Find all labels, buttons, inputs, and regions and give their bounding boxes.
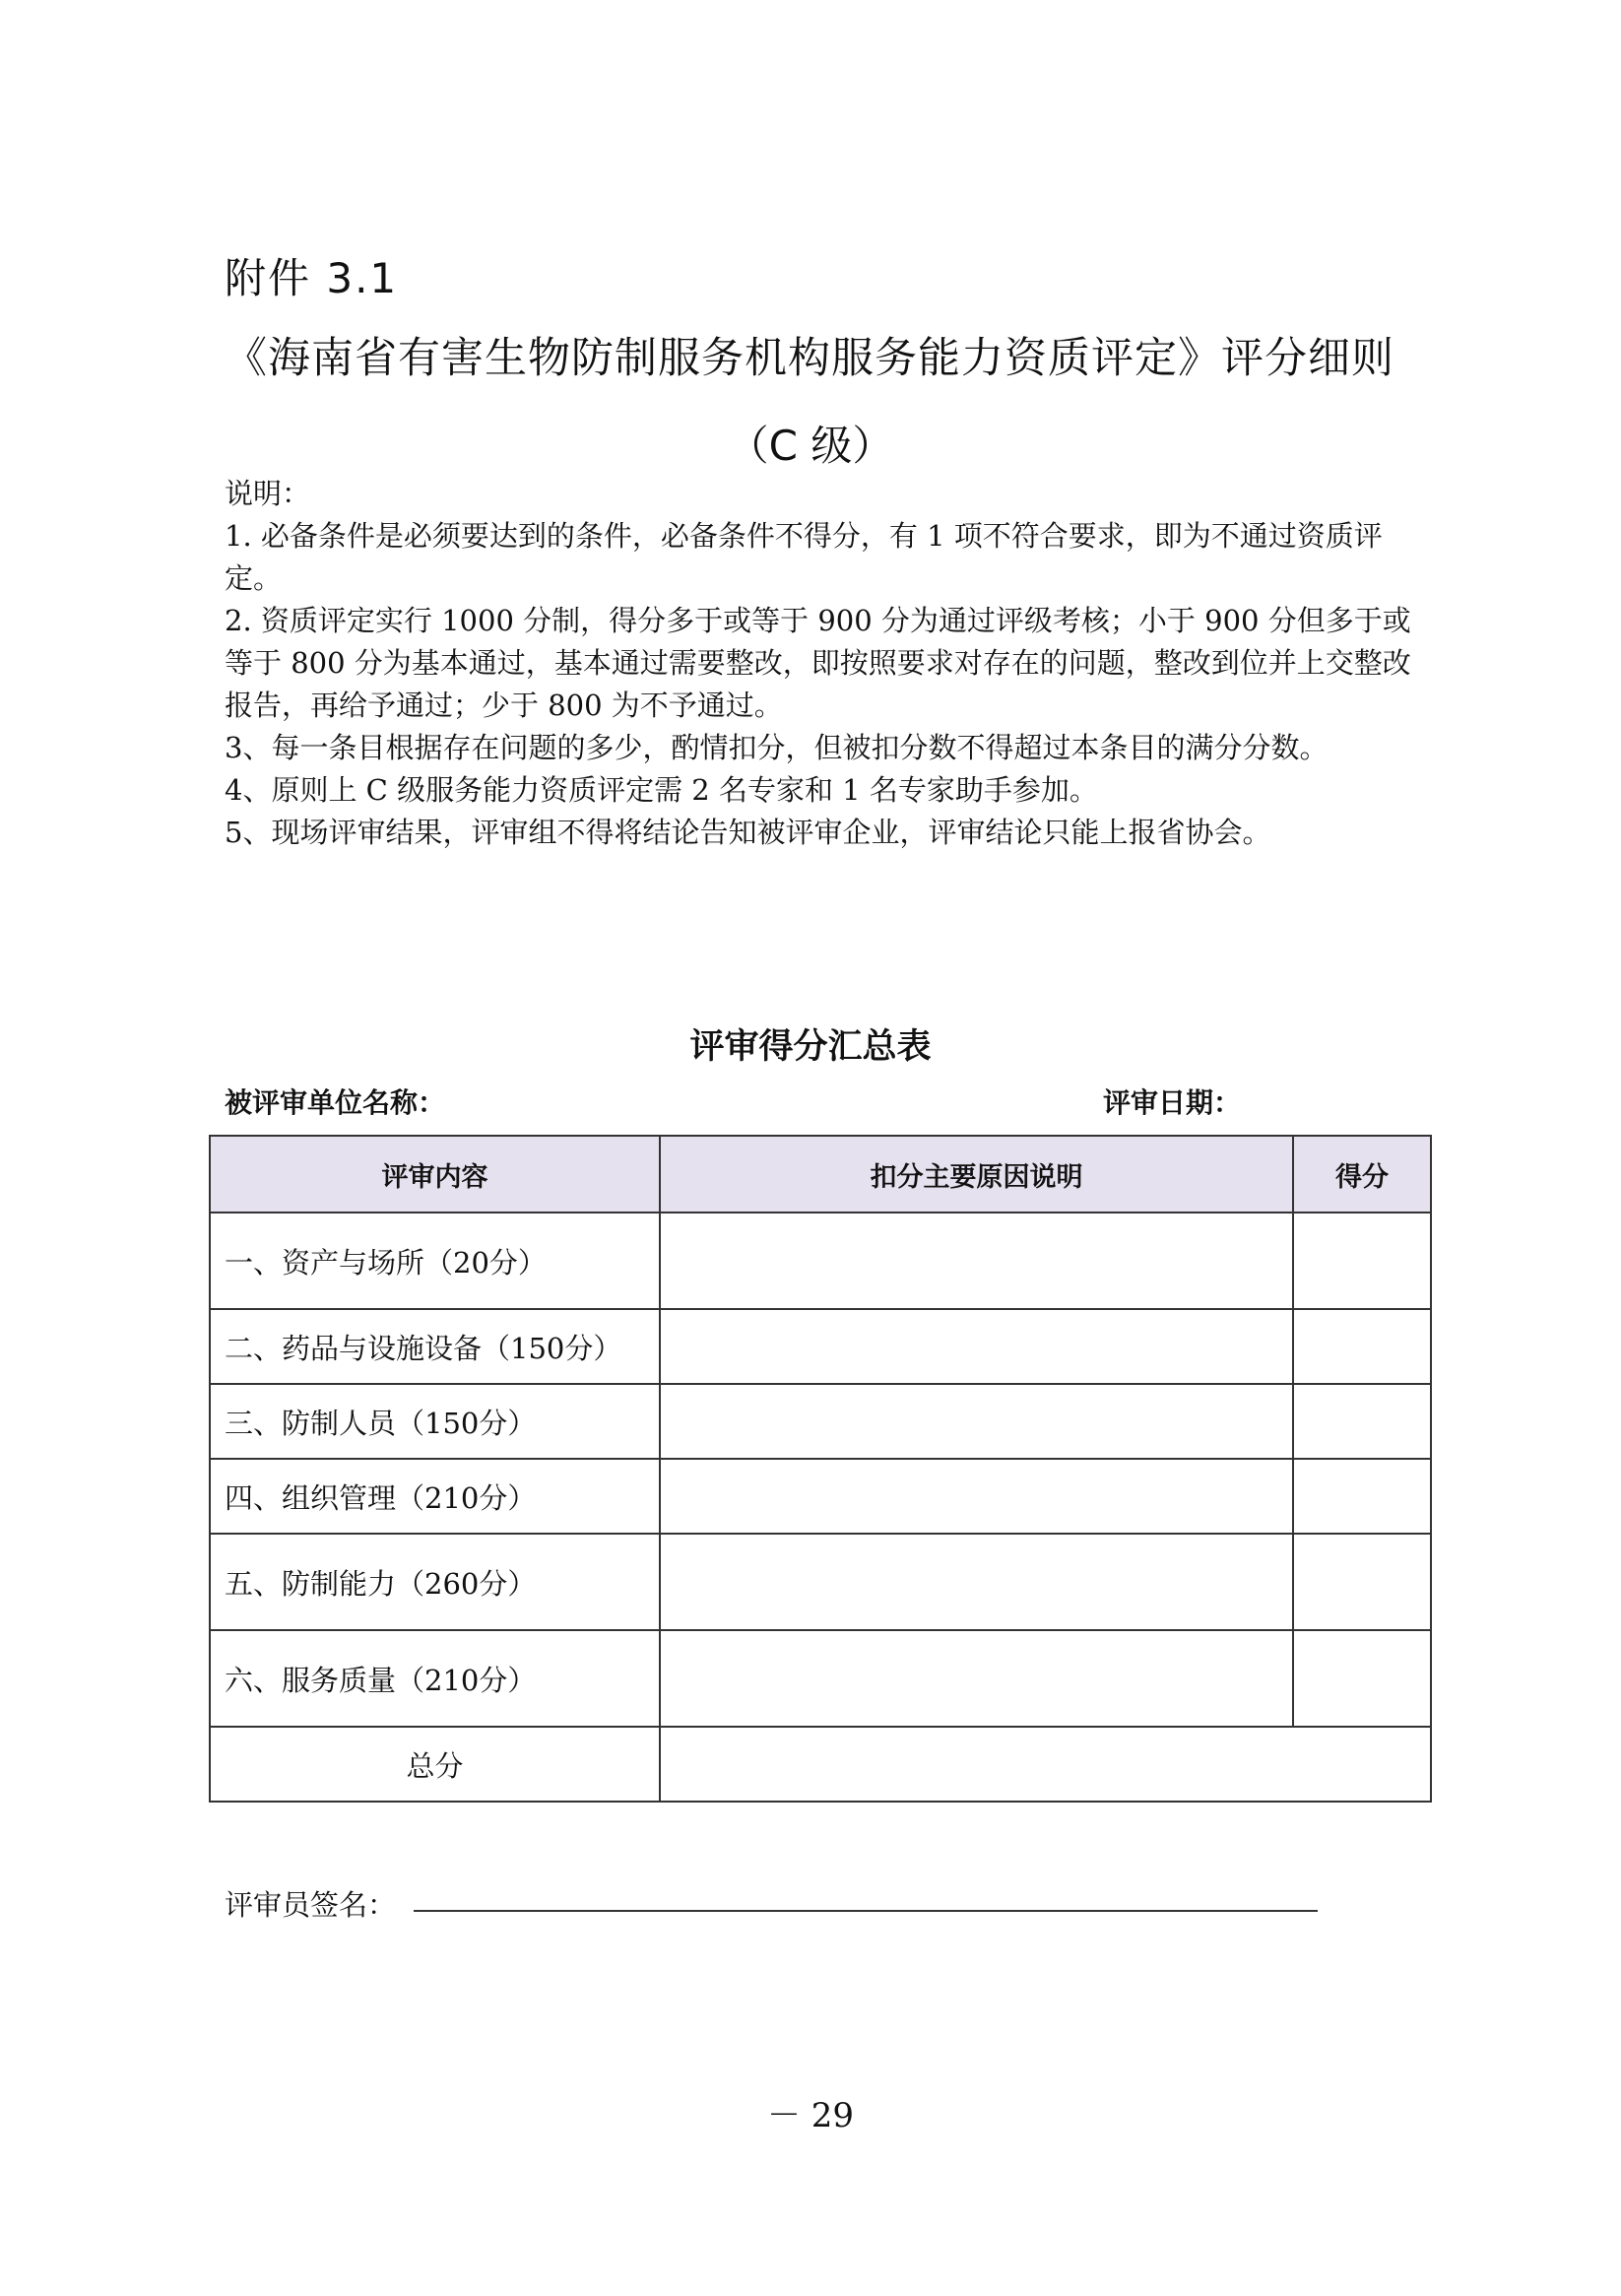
deduction-reason-cell[interactable] [660, 1630, 1293, 1727]
row-label: 二、药品与设施设备（150分） [210, 1309, 660, 1384]
row-label: 六、服务质量（210分） [210, 1630, 660, 1727]
page-number: － 29 [766, 2096, 855, 2135]
note-item: 1. 必备条件是必须要达到的条件，必备条件不得分，有 1 项不符合要求，即为不通过资质评定。 [225, 519, 1383, 595]
document-subtitle: （C 级） [727, 422, 894, 470]
table-header-row [210, 1136, 1431, 1213]
notes-section [225, 473, 1426, 854]
table-row [210, 1309, 1431, 1384]
score-cell[interactable] [1293, 1213, 1431, 1309]
note-item: 2. 资质评定实行 1000 分制，得分多于或等于 900 分为通过评级考核；小于 900 分但多于或等于 800 分为基本通过，基本通过需要整改，即按照要求对存在的问题，整改到位并上交整改报告，再给予通过；少于 800 为不予通过。 [225, 604, 1411, 722]
table-title: 评审得分汇总表 [689, 1027, 932, 1067]
document-title: 《海南省有害生物防制服务机构服务能力资质评定》评分细则 [225, 334, 1394, 383]
score-cell[interactable] [1293, 1630, 1431, 1727]
table-row [210, 1213, 1431, 1309]
deduction-reason-cell[interactable] [660, 1309, 1293, 1384]
deduction-reason-cell[interactable] [660, 1459, 1293, 1534]
total-label: 总分 [210, 1727, 660, 1802]
table-row [210, 1630, 1431, 1727]
deduction-reason-cell[interactable] [660, 1384, 1293, 1459]
total-score-cell[interactable] [660, 1727, 1431, 1802]
signature-label: 评审员签名： [225, 1888, 397, 1922]
evaluation-date-label: 评审日期： [1103, 1086, 1242, 1119]
table-row [210, 1534, 1431, 1630]
signature-line[interactable] [414, 1910, 1318, 1912]
header-score: 得分 [1293, 1136, 1431, 1213]
header-deduction-reason: 扣分主要原因说明 [660, 1136, 1293, 1213]
note-item: 4、原则上 C 级服务能力资质评定需 2 名专家和 1 名专家助手参加。 [225, 773, 1098, 807]
note-item: 3、每一条目根据存在问题的多少，酌情扣分，但被扣分数不得超过本条目的满分分数。 [225, 731, 1329, 764]
table-row [210, 1459, 1431, 1534]
notes-heading: 说明： [225, 477, 311, 510]
total-row [210, 1727, 1431, 1802]
header-content: 评审内容 [210, 1136, 660, 1213]
deduction-reason-cell[interactable] [660, 1213, 1293, 1309]
row-label: 一、资产与场所（20分） [210, 1213, 660, 1309]
note-item: 5、现场评审结果，评审组不得将结论告知被评审企业，评审结论只能上报省协会。 [225, 816, 1271, 849]
evaluated-unit-label: 被评审单位名称： [225, 1086, 446, 1119]
row-label: 四、组织管理（210分） [210, 1459, 660, 1534]
score-cell[interactable] [1293, 1534, 1431, 1630]
table-row [210, 1384, 1431, 1459]
score-cell[interactable] [1293, 1309, 1431, 1384]
deduction-reason-cell[interactable] [660, 1534, 1293, 1630]
score-cell[interactable] [1293, 1459, 1431, 1534]
score-summary-table [209, 1135, 1432, 1803]
attachment-label: 附件 3.1 [225, 254, 399, 302]
score-cell[interactable] [1293, 1384, 1431, 1459]
row-label: 三、防制人员（150分） [210, 1384, 660, 1459]
row-label: 五、防制能力（260分） [210, 1534, 660, 1630]
